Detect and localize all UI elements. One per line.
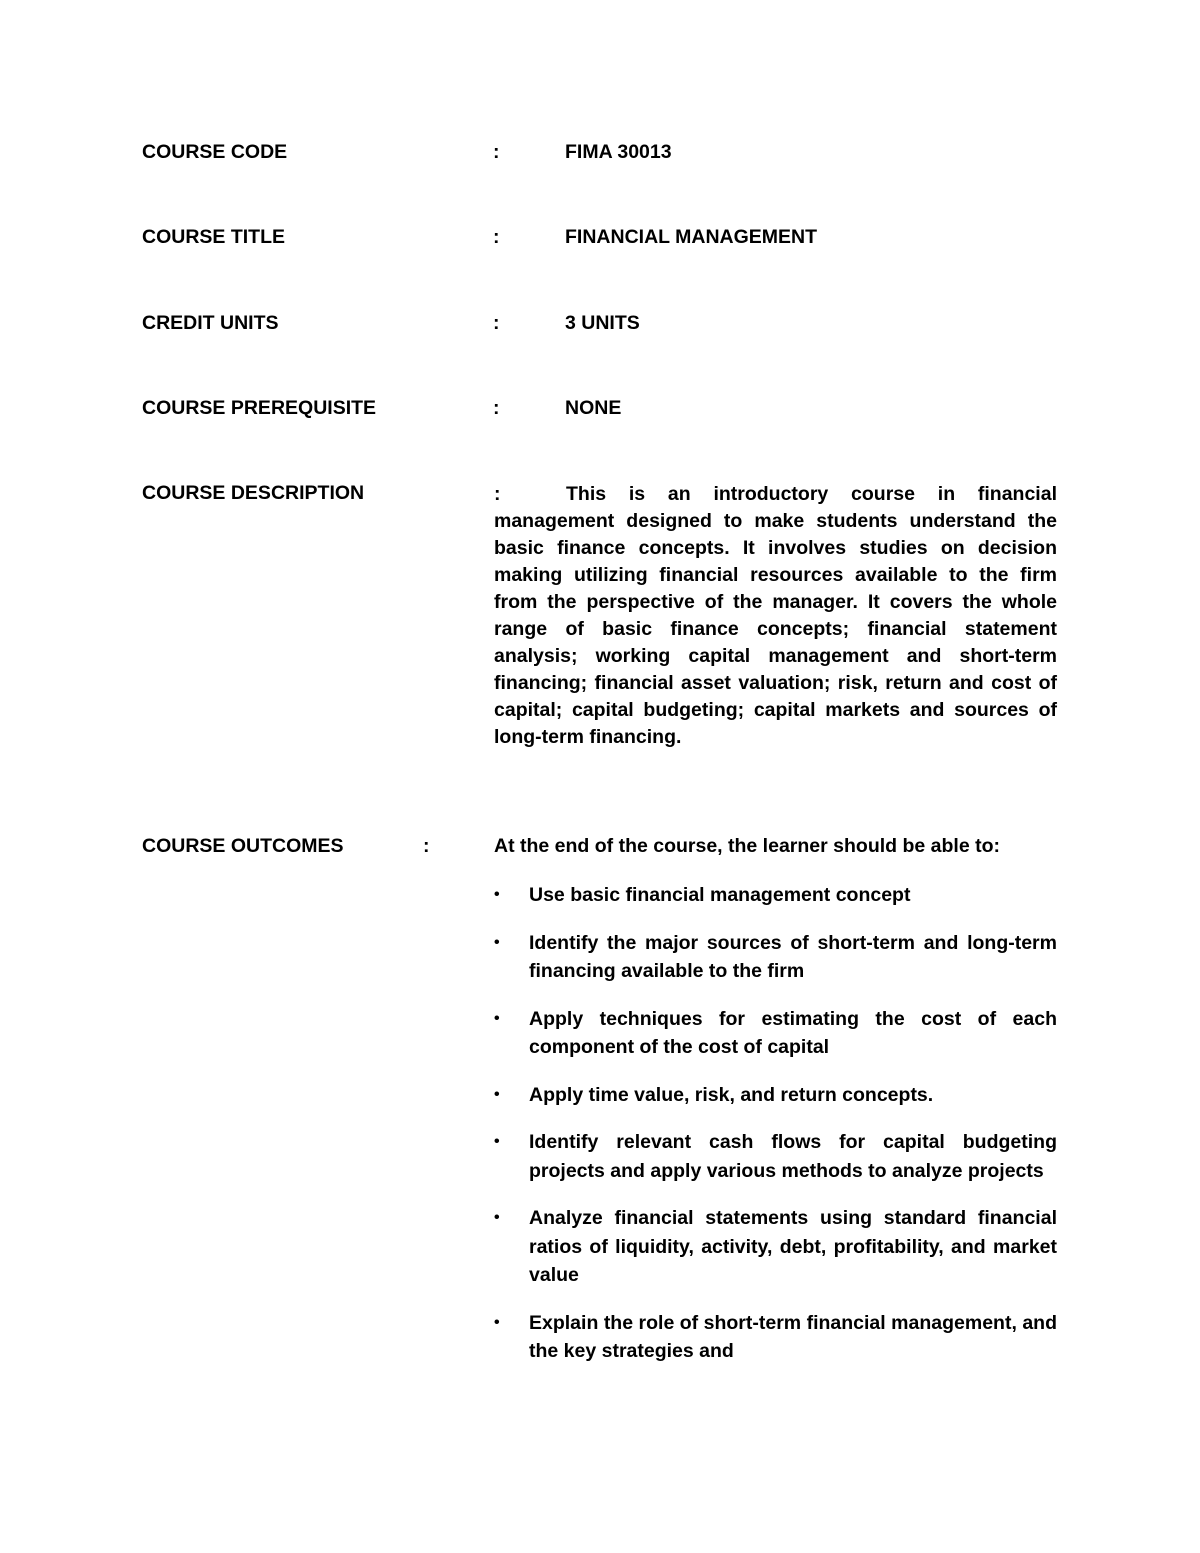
- outcome-item: [494, 1081, 1057, 1110]
- outcome-item: [494, 881, 1057, 910]
- course-code-value: FIMA 30013: [565, 141, 672, 163]
- outcome-text: Apply techniques for estimating the cost of each component of the cost of capital: [529, 1007, 1057, 1058]
- bullet-icon: •: [494, 886, 500, 903]
- course-code-colon: :: [493, 141, 500, 163]
- outcome-text: Use basic financial management concept: [529, 884, 911, 906]
- course-title-colon: :: [493, 226, 500, 248]
- outcome-text: Analyze financial statements using standard financial ratios of liquidity, activity, debt, profitability, and market value: [529, 1207, 1057, 1286]
- bullet-icon: •: [494, 1009, 500, 1027]
- bullet-icon: •: [494, 933, 500, 951]
- bullet-icon: •: [494, 1209, 500, 1226]
- course-description-text: This is an introductory course in financial management designed to make students understand the basic finance concepts. It involves studies on decision making utilizing financial resources available to the firm from the perspective of the manager. It covers the whole range of basic finance concepts; financial statement analysis; working capital management and short-term financing; financial asset valuation; risk, return and cost of capital; capital budgeting; capital markets and sources of long-term financing.: [494, 483, 1057, 748]
- course-description-colon: :: [494, 483, 501, 505]
- bullet-icon: •: [494, 1313, 500, 1331]
- bullet-icon: •: [494, 1133, 500, 1150]
- outcome-text: Explain the role of short-term financial management, and the key strategies and: [529, 1311, 1057, 1362]
- course-outcomes-list: [494, 881, 1057, 1385]
- outcome-item: [494, 929, 1057, 986]
- course-title-label: COURSE TITLE: [142, 226, 286, 248]
- credit-units-value: 3 UNITS: [565, 312, 640, 334]
- outcome-item: [494, 1128, 1057, 1185]
- outcome-text: Apply time value, risk, and return concepts.: [529, 1083, 934, 1106]
- course-prerequisite-value: NONE: [565, 397, 622, 419]
- course-description: [494, 481, 1057, 751]
- course-title-value: FINANCIAL MANAGEMENT: [565, 226, 818, 248]
- course-code-label: COURSE CODE: [142, 141, 288, 163]
- outcome-text: Identify the major sources of short-term and long-term financing available to the firm: [529, 931, 1057, 982]
- credit-units-colon: :: [493, 312, 500, 334]
- outcome-item: [494, 1005, 1057, 1062]
- outcome-item: [494, 1309, 1057, 1366]
- outcome-text: Identify relevant cash flows for capital budgeting projects and apply various methods to analyze projects: [529, 1131, 1057, 1182]
- course-prerequisite-colon: :: [493, 397, 500, 419]
- outcome-item: [494, 1204, 1057, 1290]
- course-description-label: COURSE DESCRIPTION: [142, 482, 365, 504]
- bullet-icon: •: [494, 1085, 500, 1103]
- course-outcomes-colon: :: [423, 835, 430, 857]
- course-prerequisite-label: COURSE PREREQUISITE: [142, 397, 377, 419]
- course-outcomes-label: COURSE OUTCOMES: [142, 835, 344, 857]
- course-outcomes-intro: At the end of the course, the learner should be able to:: [494, 835, 1000, 857]
- credit-units-label: CREDIT UNITS: [142, 312, 279, 334]
